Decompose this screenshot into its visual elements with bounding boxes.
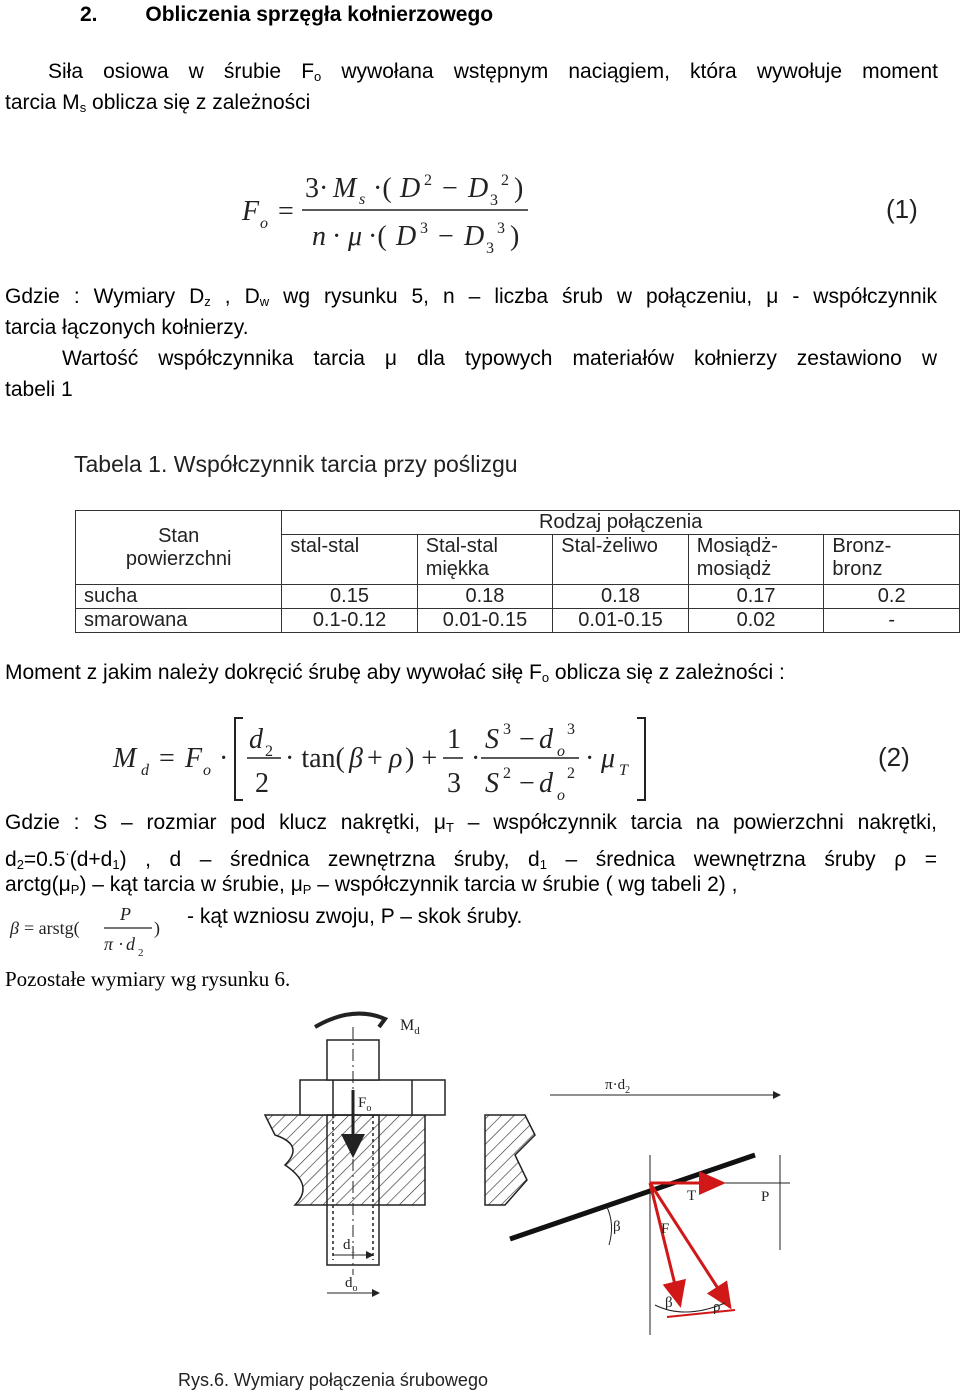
svg-text:S: S — [485, 768, 499, 799]
figure-caption: Rys.6. Wymiary połączenia śrubowego — [178, 1370, 488, 1390]
svg-text:o: o — [203, 762, 211, 779]
table-col-header: stal-stal — [282, 535, 417, 585]
svg-text:d: d — [539, 724, 553, 755]
svg-text:3: 3 — [503, 721, 511, 738]
svg-text:ρ: ρ — [389, 743, 403, 774]
svg-text:π: π — [104, 934, 114, 954]
table-col-header: Stal-stal miękka — [417, 535, 553, 585]
svg-text:D: D — [464, 221, 485, 252]
svg-text:o: o — [260, 215, 268, 232]
svg-text:2: 2 — [501, 172, 509, 189]
svg-text:2: 2 — [567, 765, 575, 782]
beta-formula — [8, 902, 178, 960]
svg-text:= arstg(: = arstg( — [24, 918, 80, 938]
svg-text:μ: μ — [348, 221, 363, 252]
svg-text:) +: ) + — [405, 743, 438, 774]
svg-text:d: d — [141, 762, 149, 779]
svg-text:2: 2 — [503, 765, 511, 782]
svg-text:F: F — [185, 743, 203, 774]
svg-text:β: β — [10, 918, 19, 938]
svg-text:F: F — [242, 196, 260, 227]
svg-text:3: 3 — [486, 240, 494, 257]
table-corner-header: Stan powierzchni — [76, 511, 282, 585]
svg-text:2: 2 — [424, 172, 432, 189]
svg-text:n: n — [312, 221, 326, 252]
svg-text:d: d — [126, 934, 135, 954]
equation-1-label: (1) — [886, 194, 918, 224]
svg-text:+: + — [367, 743, 383, 774]
svg-text:·: · — [118, 934, 124, 954]
svg-text:M: M — [333, 173, 357, 204]
svg-text:3: 3 — [420, 220, 428, 237]
equation-2-label: (2) — [878, 742, 910, 772]
svg-text:3: 3 — [490, 192, 498, 209]
svg-text:o: o — [557, 787, 565, 804]
section-number: 2. — [80, 3, 98, 26]
svg-text:π·d2: $\pi\cdot d_2$ — [605, 1077, 631, 1096]
svg-text:D: D — [400, 173, 421, 204]
flange-plate-right — [425, 1115, 535, 1205]
svg-text:μ: μ — [601, 743, 616, 774]
label-Fo: $F_o$ — [358, 1095, 372, 1114]
table-row: smarowana 0.1-0.12 0.01-0.15 0.01-0.15 0.02 - — [76, 609, 960, 633]
svg-text:−: − — [519, 724, 535, 755]
svg-text:·: · — [219, 743, 229, 774]
label-Md: $M_d$ — [400, 1017, 420, 1037]
svg-text:2: 2 — [138, 947, 144, 959]
flange-plate-left — [265, 1115, 425, 1205]
section-heading — [80, 0, 493, 30]
svg-text:=: = — [159, 743, 175, 774]
svg-text:3: 3 — [497, 220, 505, 237]
para2-line3: Wartość współczynnika tarcia μ dla typowych materiałów kołnierzy zestawiono w — [62, 347, 937, 370]
svg-text:D: D — [396, 221, 417, 252]
svg-text:T: T — [619, 762, 628, 779]
equation-1-formula — [230, 160, 550, 260]
para2-line1: Gdzie : Wymiary $D_z$ , $D_w$ wg rysunku 5, n – liczba śrub w połączeniu, μ - współczynnik — [5, 285, 938, 309]
table-col-header: Mosiądż- mosiądż — [688, 535, 824, 585]
svg-text:β: β — [665, 1295, 673, 1311]
svg-text:=: = — [278, 196, 294, 227]
svg-text:M: M — [113, 743, 137, 774]
table-col-header: Bronz- bronz — [824, 535, 960, 585]
para1-line1: Siła osiowa w śrubie $F_o$ wywołana wstępnym naciągiem, która wywołuje moment — [48, 60, 938, 84]
para5: Pozostałe wymiary wg rysunku 6. — [5, 967, 291, 991]
table-group-header: Rodzaj połączenia — [282, 511, 960, 535]
para2-line2: tarcia łączonych kołnierzy. — [5, 316, 249, 339]
svg-text:·: · — [332, 221, 342, 252]
svg-text:2: 2 — [255, 768, 269, 799]
svg-text:3: 3 — [447, 768, 461, 799]
svg-text:F: F — [661, 1221, 670, 1237]
para4-line1: Gdzie : S – rozmiar pod klucz nakrętki, $\mu_T$ – współczynnik tarcia na powierzchni nakrętki, — [5, 811, 937, 835]
figure-bolt-diagram — [255, 1005, 815, 1365]
section-title: Obliczenia sprzęgła kołnierzowego — [145, 3, 494, 26]
label-do: $d_o$ — [345, 1275, 358, 1294]
svg-text:): ) — [154, 918, 160, 938]
svg-text:S: S — [485, 724, 499, 755]
para2-line4: tabeli 1 — [5, 378, 73, 401]
para4-line4: - kąt wzniosu zwoju, P – skok śruby. — [187, 905, 523, 928]
svg-text:·(: ·( — [373, 173, 392, 204]
svg-text:·: · — [471, 743, 481, 774]
svg-text:β: β — [613, 1219, 621, 1235]
force-F-arrow-icon — [650, 1183, 680, 1305]
svg-text:−: − — [519, 768, 535, 799]
svg-text:3·: 3· — [305, 173, 329, 204]
svg-text:−: − — [438, 221, 454, 252]
thread-development — [510, 1077, 790, 1335]
table-caption: Tabela 1. Współczynnik tarcia przy poślizgu — [74, 451, 518, 477]
rotation-arrow-icon — [315, 1014, 385, 1027]
svg-text:· tan(: · tan( — [285, 743, 345, 774]
friction-table — [75, 510, 960, 633]
svg-text:D: D — [468, 173, 489, 204]
svg-text:s: s — [359, 191, 366, 208]
svg-text:·(: ·( — [368, 221, 387, 252]
para4-line2: $d_2=0.5^\cdot(d+d_1)$ , d – średnica zewnętrzna śruby, $d_1$ – średnica wewnętrzna śruby ρ = — [5, 846, 937, 872]
svg-text:T: T — [687, 1188, 697, 1204]
svg-text:ρ: ρ — [713, 1299, 721, 1315]
svg-text:β: β — [349, 743, 363, 774]
svg-text:2: 2 — [265, 743, 273, 760]
equation-2-formula — [105, 712, 665, 807]
svg-text:1: 1 — [447, 724, 461, 755]
svg-text:d: d — [249, 724, 263, 755]
svg-text:·: · — [585, 743, 595, 774]
svg-text:): ) — [514, 173, 524, 204]
svg-text:3: 3 — [567, 721, 575, 738]
table-row: sucha 0.15 0.18 0.18 0.17 0.2 — [76, 585, 960, 609]
svg-text:P: P — [761, 1189, 770, 1205]
para1-line2: tarcia $M_s$ oblicza się z zależności — [5, 91, 311, 115]
svg-text:d: d — [539, 768, 553, 799]
para4-line3: $arctg(\mu_P)$ – kąt tarcia w śrubie, $\mu_P$ – współczynnik tarcia w śrubie ( wg tabeli 2) , — [5, 873, 738, 897]
label-d1: $d_1$ — [343, 1237, 356, 1256]
para3: Moment z jakim należy dokręcić śrubę aby wywołać siłę $F_o$ oblicza się z zależności : — [5, 661, 785, 685]
svg-text:): ) — [510, 221, 520, 252]
svg-text:−: − — [442, 173, 458, 204]
svg-text:o: o — [557, 743, 565, 760]
svg-text:P: P — [120, 904, 131, 924]
table-col-header: Stal-żeliwo — [553, 535, 689, 585]
